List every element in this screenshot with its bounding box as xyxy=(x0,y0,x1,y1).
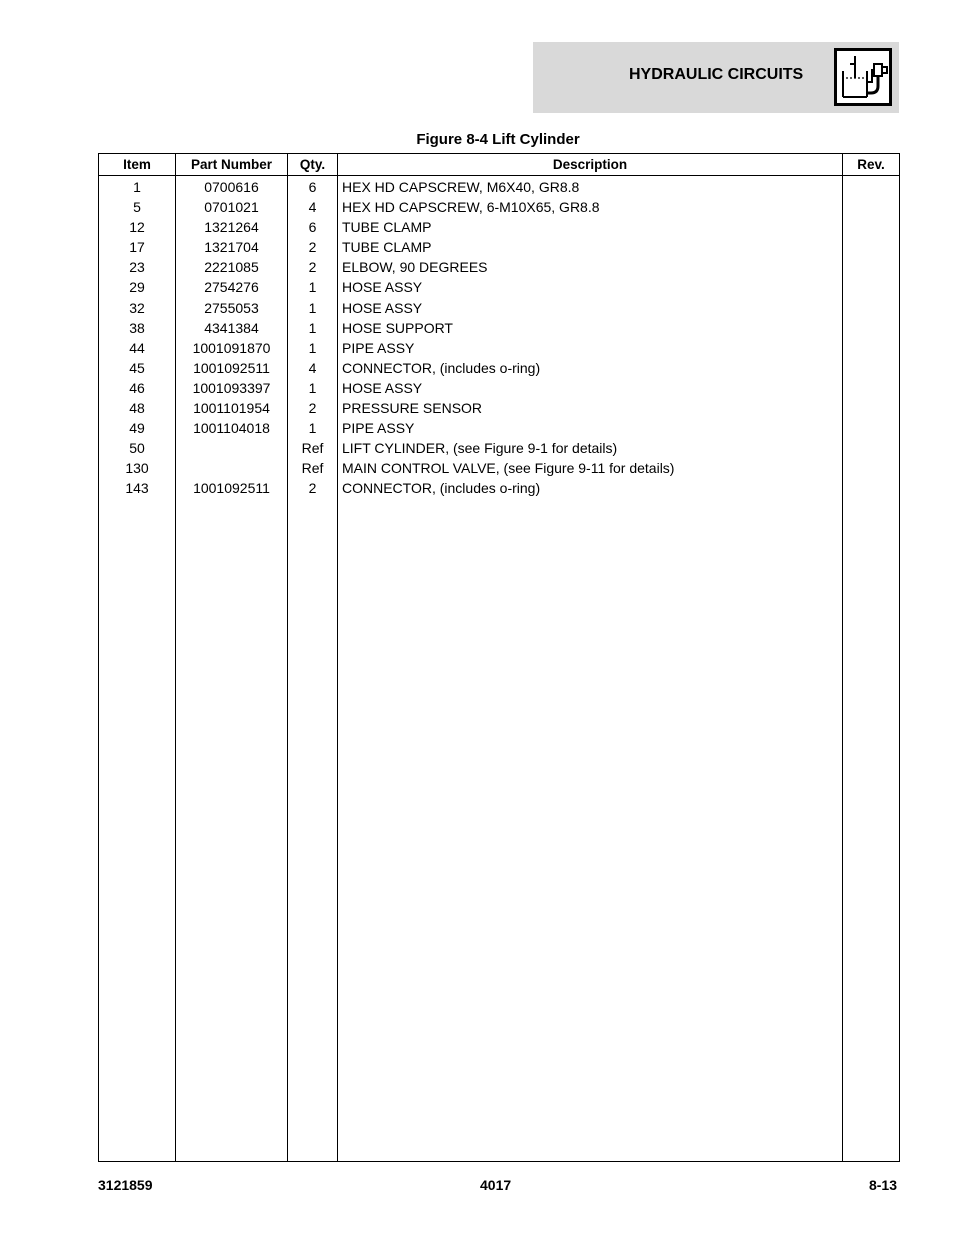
item-cell: 32 xyxy=(99,298,176,318)
item-cell: 49 xyxy=(99,418,176,438)
column-header-part-number: Part Number xyxy=(176,154,288,176)
part-number-cell xyxy=(176,438,288,458)
footer-page-number: 8-13 xyxy=(868,1177,897,1193)
part-number-cell: 1001092511 xyxy=(176,478,288,498)
column-header-rev: Rev. xyxy=(843,154,900,176)
description-cell: TUBE CLAMP xyxy=(338,217,843,237)
rev-cell xyxy=(843,418,900,438)
rev-cell xyxy=(843,176,900,198)
description-cell: CONNECTOR, (includes o-ring) xyxy=(338,358,843,378)
table-row xyxy=(99,298,900,318)
description-cell: LIFT CYLINDER, (see Figure 9-1 for details) xyxy=(338,438,843,458)
item-cell: 23 xyxy=(99,257,176,277)
table-header-row xyxy=(99,154,900,176)
qty-cell: 2 xyxy=(288,478,338,498)
rev-cell xyxy=(843,197,900,217)
table-row xyxy=(99,217,900,237)
qty-cell: 1 xyxy=(288,338,338,358)
part-number-cell: 0700616 xyxy=(176,176,288,198)
qty-cell: 2 xyxy=(288,398,338,418)
table-row xyxy=(99,257,900,277)
qty-cell: 2 xyxy=(288,257,338,277)
item-cell: 17 xyxy=(99,237,176,257)
part-number-cell: 1321264 xyxy=(176,217,288,237)
part-number-cell: 0701021 xyxy=(176,197,288,217)
rev-cell xyxy=(843,478,900,498)
footer-doc-number: 3121859 xyxy=(98,1177,153,1193)
qty-cell: 1 xyxy=(288,418,338,438)
section-title: HYDRAULIC CIRCUITS xyxy=(629,66,804,83)
part-number-cell: 1001091870 xyxy=(176,338,288,358)
description-cell: HOSE ASSY xyxy=(338,277,843,297)
hydraulic-circuit-icon xyxy=(834,48,892,106)
description-cell: ELBOW, 90 DEGREES xyxy=(338,257,843,277)
item-cell: 5 xyxy=(99,197,176,217)
description-cell: MAIN CONTROL VALVE, (see Figure 9-11 for details) xyxy=(338,458,843,478)
part-number-cell: 1321704 xyxy=(176,237,288,257)
qty-cell: 6 xyxy=(288,217,338,237)
description-cell: HEX HD CAPSCREW, 6-M10X65, GR8.8 xyxy=(338,197,843,217)
rev-cell xyxy=(843,438,900,458)
table-row xyxy=(99,458,900,478)
item-cell: 44 xyxy=(99,338,176,358)
qty-cell: 4 xyxy=(288,358,338,378)
description-cell: PIPE ASSY xyxy=(338,338,843,358)
qty-cell: 2 xyxy=(288,237,338,257)
item-cell: 130 xyxy=(99,458,176,478)
qty-cell: 1 xyxy=(288,277,338,297)
item-cell: 46 xyxy=(99,378,176,398)
part-number-cell xyxy=(176,458,288,478)
table-row xyxy=(99,197,900,217)
table-row xyxy=(99,438,900,458)
item-cell: 12 xyxy=(99,217,176,237)
section-header xyxy=(533,42,899,113)
qty-cell: Ref xyxy=(288,438,338,458)
item-cell: 48 xyxy=(99,398,176,418)
part-number-cell: 2754276 xyxy=(176,277,288,297)
rev-cell xyxy=(843,217,900,237)
item-cell: 45 xyxy=(99,358,176,378)
item-cell: 38 xyxy=(99,318,176,338)
part-number-cell: 1001093397 xyxy=(176,378,288,398)
column-header-item: Item xyxy=(99,154,176,176)
rev-cell xyxy=(843,398,900,418)
table-row xyxy=(99,277,900,297)
part-number-cell: 4341384 xyxy=(176,318,288,338)
description-cell: PIPE ASSY xyxy=(338,418,843,438)
table-row xyxy=(99,237,900,257)
description-cell: PRESSURE SENSOR xyxy=(338,398,843,418)
table-filler-row xyxy=(99,499,900,1162)
rev-cell xyxy=(843,318,900,338)
part-number-cell: 2755053 xyxy=(176,298,288,318)
part-number-cell: 1001101954 xyxy=(176,398,288,418)
qty-cell: 1 xyxy=(288,318,338,338)
table-row xyxy=(99,398,900,418)
column-header-description: Description xyxy=(338,154,843,176)
qty-cell: 4 xyxy=(288,197,338,217)
figure-title: Figure 8-4 Lift Cylinder xyxy=(416,131,580,148)
rev-cell xyxy=(843,257,900,277)
item-cell: 50 xyxy=(99,438,176,458)
rev-cell xyxy=(843,277,900,297)
table-row xyxy=(99,338,900,358)
description-cell: HOSE ASSY xyxy=(338,378,843,398)
rev-cell xyxy=(843,358,900,378)
description-cell: HOSE SUPPORT xyxy=(338,318,843,338)
table-row xyxy=(99,318,900,338)
part-number-cell: 1001092511 xyxy=(176,358,288,378)
column-header-qty: Qty. xyxy=(288,154,338,176)
item-cell: 143 xyxy=(99,478,176,498)
rev-cell xyxy=(843,237,900,257)
table-row xyxy=(99,378,900,398)
description-cell: CONNECTOR, (includes o-ring) xyxy=(338,478,843,498)
parts-table xyxy=(98,153,900,1162)
rev-cell xyxy=(843,338,900,358)
part-number-cell: 2221085 xyxy=(176,257,288,277)
rev-cell xyxy=(843,378,900,398)
qty-cell: 6 xyxy=(288,176,338,198)
description-cell: HOSE ASSY xyxy=(338,298,843,318)
description-cell: TUBE CLAMP xyxy=(338,237,843,257)
table-row xyxy=(99,358,900,378)
qty-cell: Ref xyxy=(288,458,338,478)
table-row xyxy=(99,478,900,498)
part-number-cell: 1001104018 xyxy=(176,418,288,438)
table-row xyxy=(99,176,900,198)
qty-cell: 1 xyxy=(288,298,338,318)
qty-cell: 1 xyxy=(288,378,338,398)
table-row xyxy=(99,418,900,438)
rev-cell xyxy=(843,298,900,318)
description-cell: HEX HD CAPSCREW, M6X40, GR8.8 xyxy=(338,176,843,198)
item-cell: 29 xyxy=(99,277,176,297)
footer-model: 4017 xyxy=(480,1177,512,1193)
item-cell: 1 xyxy=(99,176,176,198)
rev-cell xyxy=(843,458,900,478)
